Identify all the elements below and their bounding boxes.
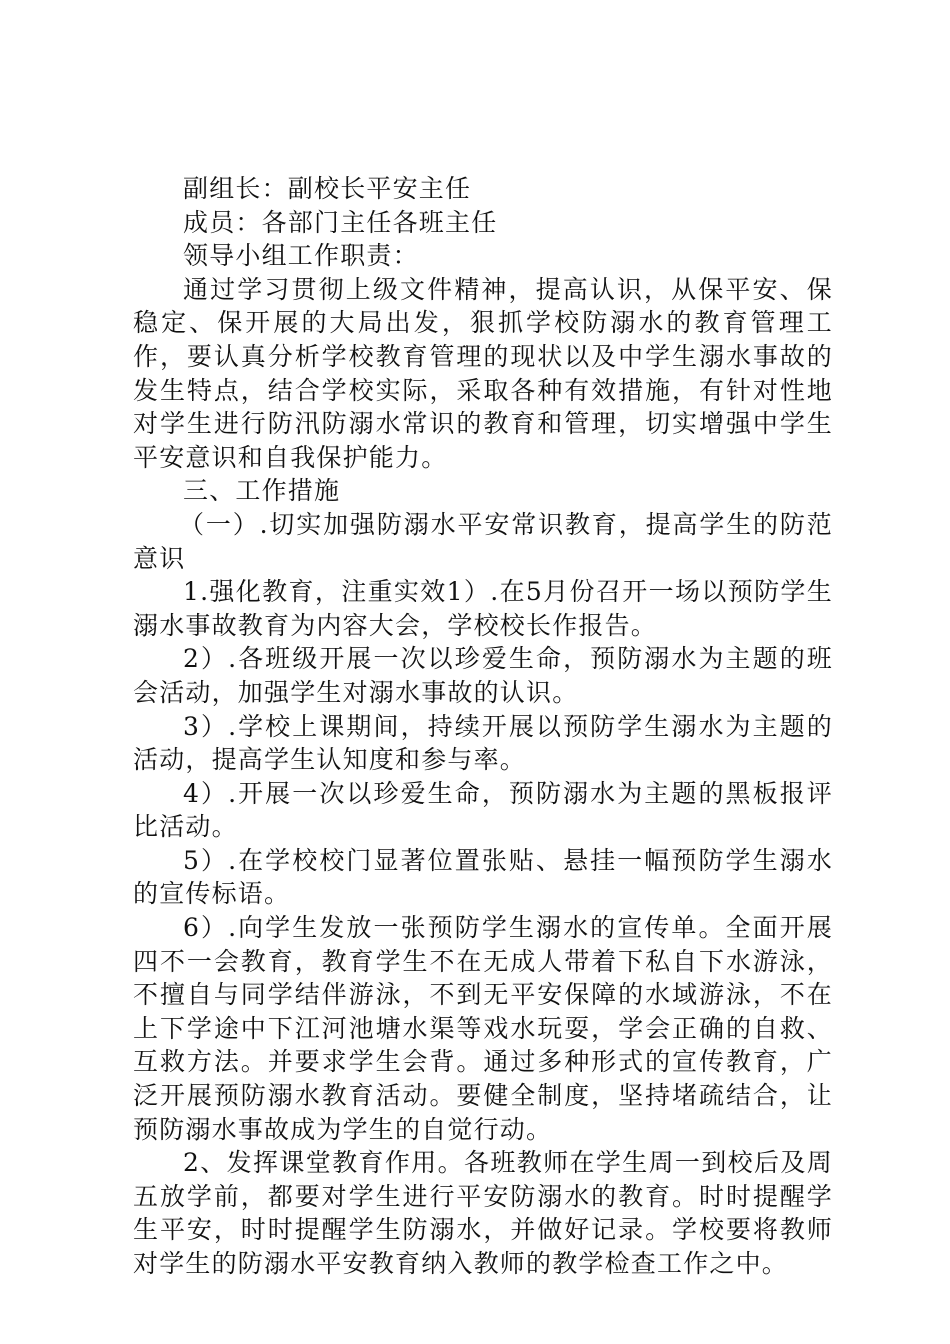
measure-1-paragraph: 1.强化教育，注重实效1）.在5月份召开一场以预防学生溺水事故教育为内容大会，学校校长作报告。 bbox=[133, 577, 833, 640]
measure-1-3-paragraph: 3）.学校上课期间，持续开展以预防学生溺水为主题的活动，提高学生认知度和参与率。 bbox=[133, 711, 833, 775]
measure-1-5-paragraph: 5）.在学校校门显著位置张贴、悬挂一幅预防学生溺水的宣传标语。 bbox=[133, 845, 833, 909]
document-body bbox=[133, 172, 833, 1281]
duties-heading: 领导小组工作职责： bbox=[183, 241, 419, 271]
members-line: 成员：各部门主任各班主任 bbox=[183, 207, 498, 237]
subsection-heading-1: （一）.切实加强防溺水平安常识教育，提高学生的防范意识 bbox=[133, 509, 833, 573]
section-heading-measures: 三、工作措施 bbox=[183, 476, 341, 506]
deputy-leader-line: 副组长：副校长平安主任 bbox=[183, 174, 472, 203]
measure-2-paragraph: 2、发挥课堂教育作用。各班教师在学生周一到校后及周五放学前，都要对学生进行平安防溺水的教育。时时提醒学生平安，时时提醒学生防溺水，并做好记录。学校要将教师对学生的防溺水平安教育纳入教师的教学检查工作之中。 bbox=[133, 1148, 833, 1278]
measure-1-2-paragraph: 2）.各班级开展一次以珍爱生命，预防溺水为主题的班会活动，加强学生对溺水事故的认识。 bbox=[133, 644, 833, 707]
duties-paragraph: 通过学习贯彻上级文件精神，提高认识，从保平安、保稳定、保开展的大局出发，狠抓学校防溺水的教育管理工作，要认真分析学校教育管理的现状以及中学生溺水事故的发生特点，结合学校实际，采取各种有效措施，有针对性地对学生进行防汛防溺水常识的教育和管理，切实增强中学生平安意识和自我保护能力。 bbox=[133, 274, 833, 472]
measure-1-6-paragraph: 6）.向学生发放一张预防学生溺水的宣传单。全面开展四不一会教育，教育学生不在无成人带着下私自下水游泳，不擅自与同学结伴游泳，不到无平安保障的水域游泳，不在上下学途中下江河池塘水渠等戏水玩耍，学会正确的自救、互救方法。并要求学生会背。通过多种形式的宣传教育，广泛开展预防溺水教育活动。要健全制度，坚持堵疏结合，让预防溺水事故成为学生的自觉行动。 bbox=[133, 913, 833, 1144]
measure-1-4-paragraph: 4）.开展一次以珍爱生命，预防溺水为主题的黑板报评比活动。 bbox=[133, 778, 833, 842]
